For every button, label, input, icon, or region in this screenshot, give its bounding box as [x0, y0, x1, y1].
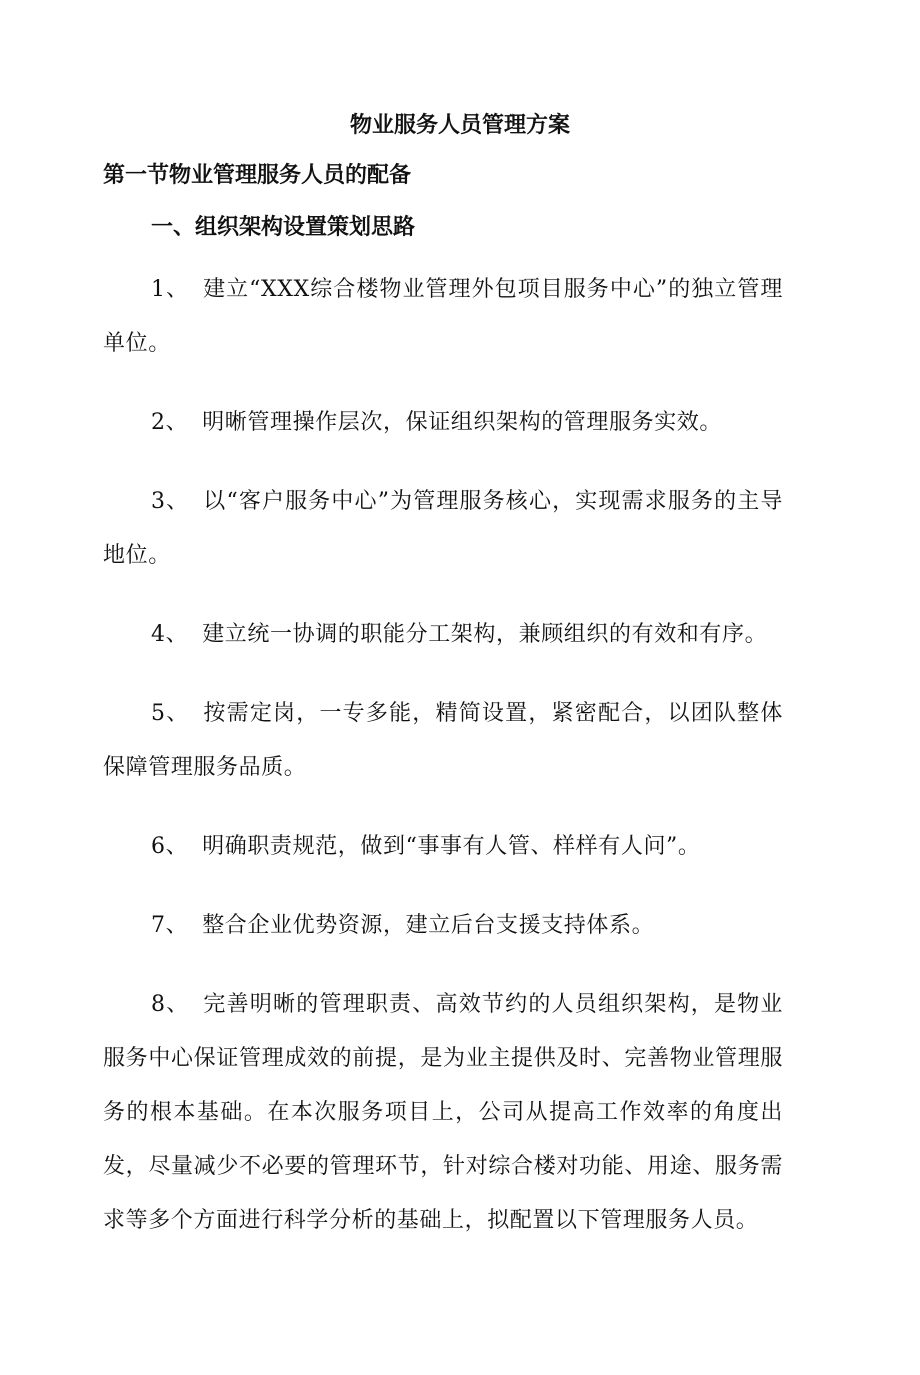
paragraph-5 [103, 687, 783, 795]
paragraph-number: 8、 [151, 992, 190, 1017]
paragraph-number: 1、 [151, 277, 190, 302]
paragraph-number: 3、 [151, 489, 190, 514]
paragraph-number: 7、 [151, 913, 189, 938]
paragraph-6 [103, 820, 783, 874]
paragraph-number: 2、 [151, 410, 189, 435]
paragraph-number: 6、 [151, 834, 189, 859]
paragraph-text: 按需定岗，一专多能，精简设置，紧密配合，以团队整体保障管理服务品质。 [103, 701, 783, 780]
paragraph-number: 5、 [151, 701, 190, 726]
paragraph-7 [103, 899, 783, 953]
paragraph-3 [103, 475, 783, 583]
paragraph-1 [103, 263, 783, 371]
paragraph-8 [103, 978, 783, 1248]
paragraph-text: 建立统一协调的职能分工架构，兼顾组织的有效和有序。 [202, 622, 768, 647]
section-title: 第一节物业管理服务人员的配备 [103, 163, 412, 188]
paragraph-text: 整合企业优势资源，建立后台支援支持体系。 [202, 913, 655, 938]
subsection-title: 一、组织架构设置策划思路 [151, 215, 416, 240]
paragraph-number: 4、 [151, 622, 189, 647]
paragraph-4 [103, 608, 783, 662]
paragraph-2 [103, 396, 783, 450]
paragraph-text: 以“客户服务中心”为管理服务核心，实现需求服务的主导地位。 [103, 489, 783, 568]
paragraph-text: 明确职责规范，做到“事事有人管、样样有人问”。 [202, 834, 701, 859]
document-title: 物业服务人员管理方案 [349, 113, 570, 138]
body-text [103, 263, 783, 1273]
paragraph-text: 明晰管理操作层次，保证组织架构的管理服务实效。 [202, 410, 723, 435]
paragraph-text: 完善明晰的管理职责、高效节约的人员组织架构，是物业服务中心保证管理成效的前提，是为业主提供及时、完善物业管理服务的根本基础。在本次服务项目上，公司从提高工作效率的角度出发，尽量减少不必要的管理环节，针对综合楼对功能、用途、服务需求等多个方面进行科学分析的基础上，拟配置以下管理服务人员。 [103, 992, 783, 1233]
paragraph-text: 建立“XXX综合楼物业管理外包项目服务中心”的独立管理单位。 [103, 277, 783, 356]
